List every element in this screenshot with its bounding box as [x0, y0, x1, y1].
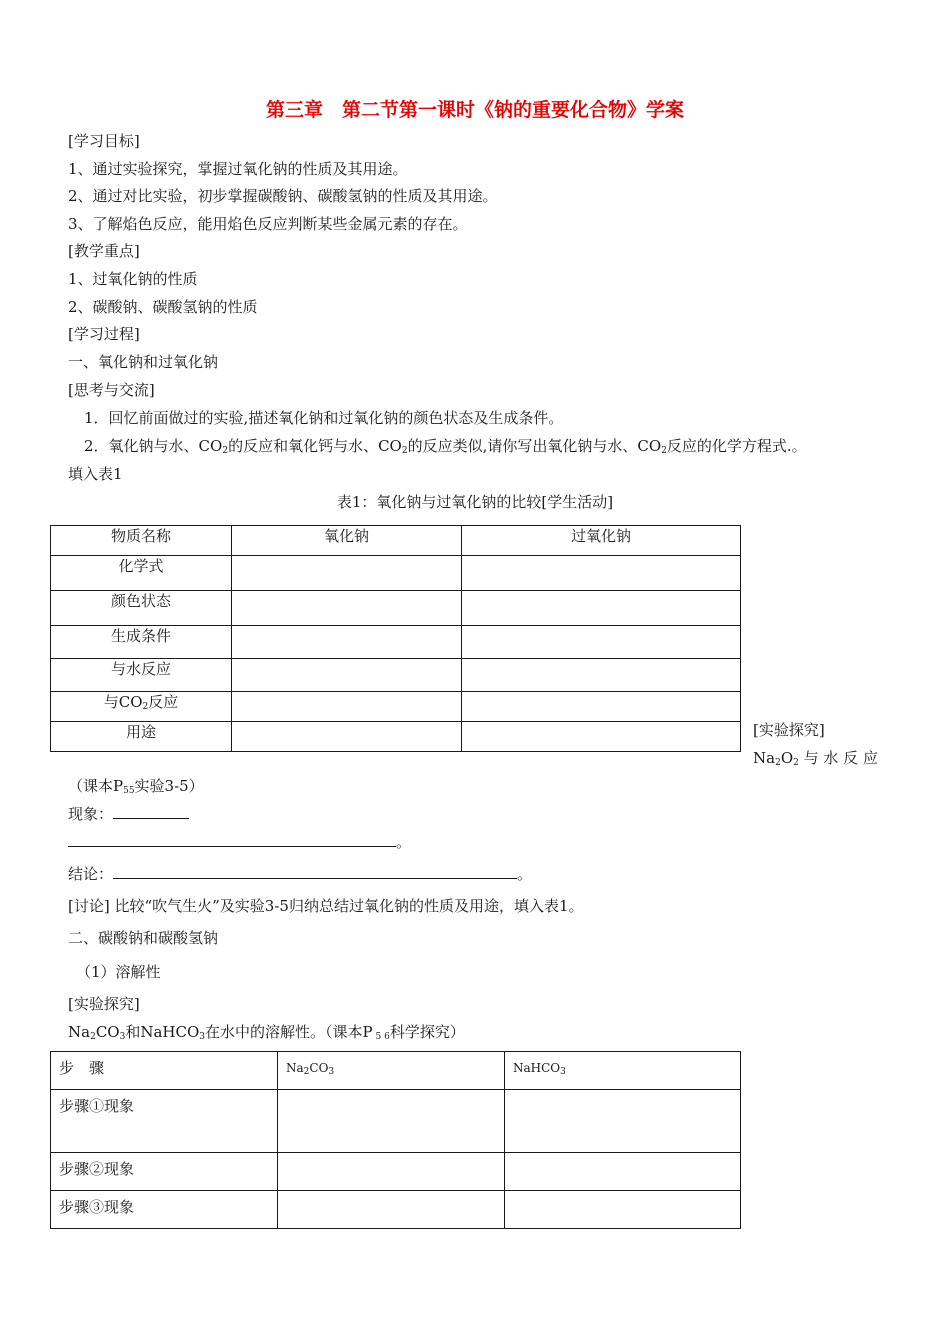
table2-row-label: 步骤①现象 [51, 1090, 278, 1153]
objective-1: 1、通过实验探究，掌握过氧化钠的性质及其用途。 [68, 160, 408, 178]
table1-cell[interactable] [462, 692, 741, 722]
table2-row-label: 步骤②现象 [51, 1153, 278, 1191]
section-2-title: 二、碳酸钠和碳酸氢钠 [68, 929, 219, 947]
experiment-heading: [实验探究] [753, 721, 825, 739]
solubility-instruction: $Na_2CO_3$和NaHCO$_3$在水中的溶解性。（课本P $_{5 6}$科学探究） [68, 1023, 465, 1042]
table2-cell[interactable] [505, 1153, 741, 1191]
conclusion-line: 结论： 。 [68, 865, 533, 883]
table1-header: 过氧化钠 [462, 526, 741, 556]
section-1-title: 一、氧化钠和过氧化钠 [68, 353, 219, 371]
table2-cell[interactable] [505, 1191, 741, 1229]
table2-header: 步 骤 [51, 1052, 278, 1090]
objective-2: 2、通过对比实验，初步掌握碳酸钠、碳酸氢钠的性质及其用途。 [68, 187, 498, 205]
na2o2-water-reaction: $Na_2O_2$ 与 水 反 应 [753, 749, 878, 768]
phenomenon-blank[interactable] [113, 804, 189, 819]
objective-3: 3、了解焰色反应，能用焰色反应判断某些金属元素的存在。 [68, 215, 468, 233]
table2-cell[interactable] [505, 1090, 741, 1153]
objectives-heading: [学习目标] [68, 132, 140, 150]
table1-cell[interactable] [232, 692, 462, 722]
table1-cell[interactable] [462, 556, 741, 591]
table1-cell[interactable] [232, 591, 462, 626]
process-heading: [学习过程] [68, 325, 140, 343]
comparison-table [50, 525, 741, 752]
key-points-heading: [教学重点] [68, 242, 140, 260]
table1-cell[interactable] [232, 626, 462, 659]
table1-row-label: 生成条件 [51, 626, 232, 659]
table1-caption: 表1：氧化钠与过氧化钠的比较[学生活动] [336, 493, 614, 511]
solubility-table [50, 1051, 741, 1229]
phenomenon-blank-2[interactable] [68, 832, 396, 847]
table1-row-label: 与水反应 [51, 659, 232, 692]
table2-header: NaHCO$_3$ [505, 1052, 741, 1090]
table2-row-label: 步骤③现象 [51, 1191, 278, 1229]
table1-row-label: 化学式 [51, 556, 232, 591]
table1-cell[interactable] [462, 659, 741, 692]
conclusion-blank[interactable] [113, 864, 517, 879]
discussion: [讨论] 比较“吹气生火”及实验3-5归纳总结过氧化钠的性质及用途，填入表1。 [68, 897, 584, 915]
table1-row-label: 用途 [51, 722, 232, 752]
table2-cell[interactable] [278, 1191, 505, 1229]
table1-cell[interactable] [462, 722, 741, 752]
solubility-heading: （1）溶解性 [76, 963, 161, 981]
key-point-2: 2、碳酸钠、碳酸氢钠的性质 [68, 298, 258, 316]
table2-cell[interactable] [278, 1090, 505, 1153]
phenomenon-line: 现象： [68, 804, 189, 824]
table2-cell[interactable] [278, 1153, 505, 1191]
key-point-1: 1、过氧化钠的性质 [68, 270, 198, 288]
table1-row-label: 颜色状态 [51, 591, 232, 626]
question-1: 1．回忆前面做过的实验,描述氧化钠和过氧化钠的颜色状态及生成条件。 [84, 409, 564, 427]
think-heading: [思考与交流] [68, 381, 155, 399]
textbook-reference: （课本$P_{55}$实验3-5） [68, 777, 204, 796]
table1-header: 物质名称 [51, 526, 232, 556]
table1-cell[interactable] [232, 556, 462, 591]
page-title: 第三章 第二节第一课时《钠的重要化合物》学案 [265, 99, 684, 121]
question-2: 2．氧化钠与水、$CO_2$的反应和氧化钙与水、$CO_2$的反应类似,请你写出氧化钠与水、$CO_2$反应的化学方程式.。 [84, 437, 807, 456]
experiment-heading-2: [实验探究] [68, 995, 140, 1013]
table1-cell[interactable] [462, 626, 741, 659]
table1-header: 氧化钠 [232, 526, 462, 556]
table1-cell[interactable] [232, 659, 462, 692]
table1-row-label: 与$CO_2$反应 [51, 692, 232, 722]
table1-cell[interactable] [462, 591, 741, 626]
table2-header: $Na_2CO_3$ [278, 1052, 505, 1090]
fill-table-note: 填入表1 [68, 465, 123, 483]
table1-cell[interactable] [232, 722, 462, 752]
phenomenon-line-2: 。 [68, 832, 411, 852]
